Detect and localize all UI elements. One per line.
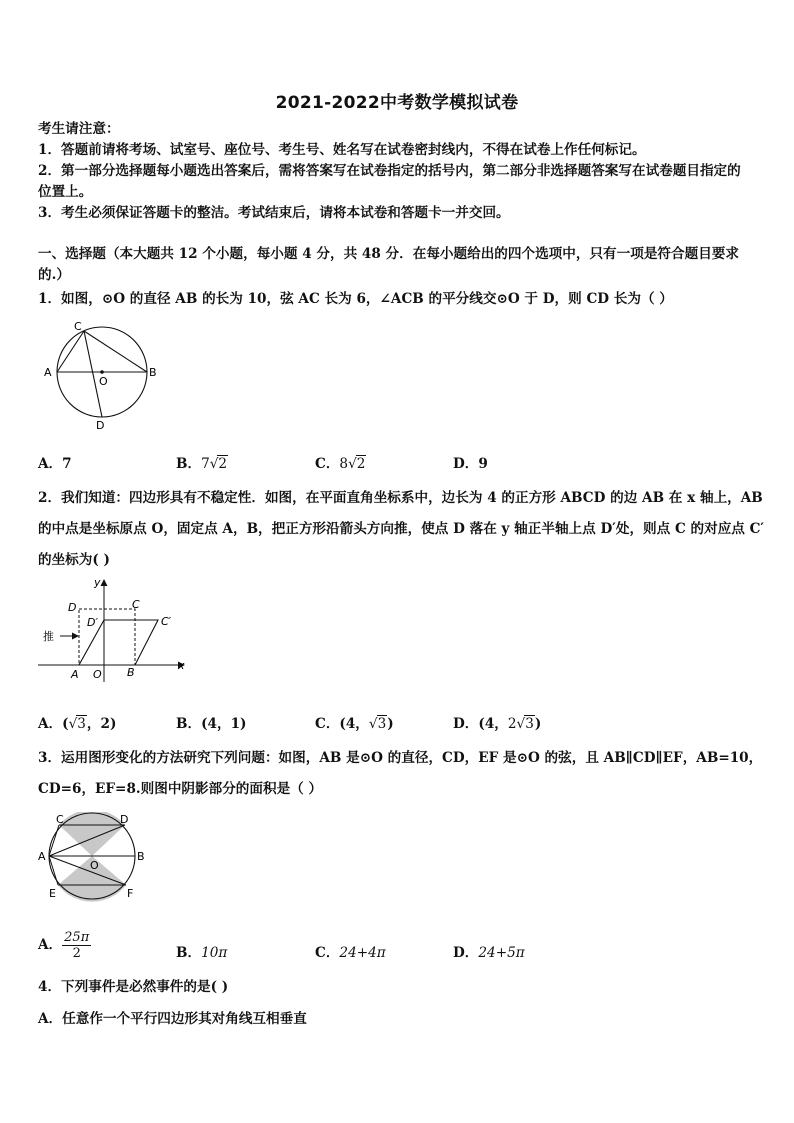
- q3-label-f: F: [127, 887, 134, 900]
- q1-chord-ac: [57, 331, 84, 372]
- q2-line3: 的坐标为( ): [38, 552, 110, 568]
- q2-option-b[interactable]: B．(4，1): [176, 716, 247, 732]
- q3-label-e: E: [49, 887, 56, 900]
- notice-item-2: 2．第一部分选择题每小题选出答案后，需将答案写在试卷指定的括号内，第二部分非选择题答案写在试卷题目指定的: [38, 163, 741, 179]
- q2-label-a: A: [71, 668, 79, 681]
- page-title: 2021-2022中考数学模拟试卷: [275, 93, 519, 113]
- q3-option-a[interactable]: A． $\frac{25\pi}{2}$: [38, 930, 90, 961]
- q3-shaded-sector-top: [59, 812, 125, 856]
- q1-option-b[interactable]: B．7√2: [176, 456, 228, 472]
- q1-option-d[interactable]: D．9: [453, 456, 488, 472]
- q3-line2: CD=6，EF=8.则图中阴影部分的面积是（ ）: [38, 781, 323, 797]
- q2-label-c-prime: C′: [161, 615, 172, 628]
- q2-label-o: O: [93, 668, 102, 681]
- section-heading-line1: 一、选择题（本大题共 12 个小题，每小题 4 分，共 48 分．在每小题给出的四个选项中，只有一项是符合题目要求: [38, 246, 739, 262]
- q1-label-a: A: [44, 366, 52, 379]
- q2-label-c: C: [132, 598, 140, 611]
- q2-option-c[interactable]: C．(4，√3): [315, 716, 394, 732]
- q2-label-y: y: [94, 576, 101, 589]
- q2-label-push: 推: [43, 630, 54, 643]
- notice-heading: 考生请注意：: [38, 121, 120, 137]
- q2-line1: 2．我们知道：四边形具有不稳定性．如图，在平面直角坐标系中，边长为 4 的正方形 ABCD 的边 AB 在 x 轴上，AB: [38, 490, 763, 506]
- q3-label-b: B: [137, 850, 145, 863]
- q3-option-b[interactable]: B．10π: [176, 945, 228, 961]
- q1-option-a[interactable]: A．7: [38, 456, 72, 472]
- q1-label-b: B: [149, 366, 157, 379]
- notice-item-2-cont: 位置上。: [38, 184, 93, 200]
- q2-label-d: D: [68, 601, 77, 614]
- q4-stem: 4．下列事件是必然事件的是( ): [38, 979, 229, 995]
- q3-option-d[interactable]: D．24+5π: [453, 945, 525, 961]
- q1-center-dot: [100, 370, 104, 374]
- q3-label-c: C: [56, 813, 64, 826]
- q1-option-c[interactable]: C．8√2: [315, 456, 366, 472]
- q2-label-b: B: [127, 666, 135, 679]
- q3-line-ac: [49, 825, 59, 856]
- q1-stem: 1．如图，⊙O 的直径 AB 的长为 10，弦 AC 长为 6，∠ACB 的平分线交⊙O 于 D，则 CD 长为（ ）: [38, 291, 673, 307]
- q1-chord-bc: [84, 331, 147, 372]
- q2-line2: 的中点是坐标原点 O，固定点 A，B，把正方形沿箭头方向推，使点 D 落在 y 轴正半轴上点 D′处，则点 C 的对应点 C′: [38, 521, 765, 537]
- q3-line1: 3．运用图形变化的方法研究下列问题：如图，AB 是⊙O 的直径，CD，EF 是⊙O 的弦，且 AB∥CD∥EF，AB=10，: [38, 750, 763, 766]
- q1-chord-cd: [84, 331, 102, 417]
- q2-option-a[interactable]: A．(√3，2): [38, 716, 117, 732]
- q3-circle-figure: [36, 812, 148, 902]
- notice-item-3: 3．考生必须保证答题卡的整洁。考试结束后，请将本试卷和答题卡一并交回。: [38, 205, 510, 221]
- q3-label-o: O: [90, 859, 99, 872]
- q2-label-d-prime: D′: [87, 616, 98, 629]
- q1-label-c: C: [74, 320, 82, 333]
- q2-label-x: x: [178, 659, 185, 672]
- q2-option-d[interactable]: D．(4，2√3): [453, 716, 542, 732]
- section-heading-line2: 的.）: [38, 267, 70, 283]
- q3-option-c[interactable]: C．24+4π: [315, 945, 386, 961]
- q1-label-o: O: [99, 375, 108, 388]
- q2-coordinate-figure: [38, 574, 190, 686]
- q4-option-a[interactable]: A．任意作一个平行四边形其对角线互相垂直: [38, 1011, 307, 1027]
- q1-circle-figure: [38, 316, 174, 436]
- notice-item-1: 1．答题前请将考场、试室号、座位号、考生号、姓名写在试卷密封线内，不得在试卷上作任何标记。: [38, 142, 646, 158]
- q3-line-ae: [49, 856, 58, 885]
- q1-label-d: D: [96, 419, 105, 432]
- q3-label-a: A: [38, 850, 46, 863]
- q3-label-d: D: [120, 813, 129, 826]
